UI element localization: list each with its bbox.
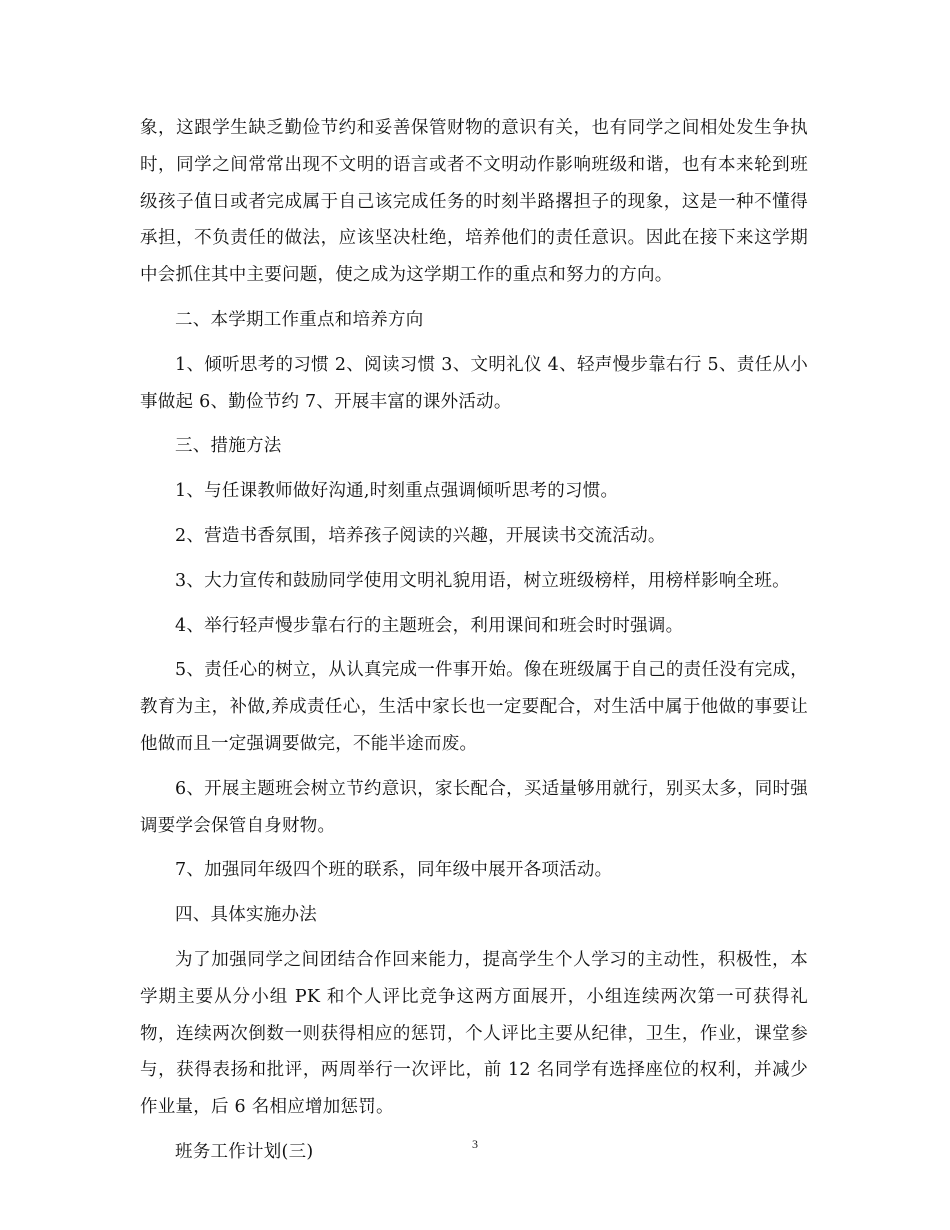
paragraph-focus-list: 1、倾听思考的习惯 2、阅读习惯 3、文明礼仪 4、轻声慢步靠右行 5、责任从小事做起 6、勤俭节约 7、开展丰富的课外活动。 [140, 354, 808, 412]
measure-item-3: 3、大力宣传和鼓励同学使用文明礼貌用语，树立班级榜样，用榜样影响全班。 [175, 570, 790, 591]
section-heading-implementation: 四、具体实施办法 [175, 905, 317, 926]
section-heading-plan-three: 班务工作计划(三) [175, 1141, 314, 1162]
measure-item-2: 2、营造书香氛围，培养孩子阅读的兴趣，开展读书交流活动。 [175, 525, 666, 546]
section-heading-measures: 三、措施方法 [175, 436, 282, 457]
paragraph-implementation: 为了加强同学之间团结合作回来能力，提高学生个人学习的主动性，积极性，本学期主要从分小组 PK 和个人评比竞争这两方面展开，小组连续两次第一可获得礼物，连续两次倒数一则获得相应的惩罚，个人评比主要从纪律，卫生，作业，课堂参与，获得表扬和批评，两周举行一次评比，前 12 名同学有选择座位的权利，并减少作业量，后 6 名相应增加惩罚。 [140, 949, 808, 1118]
page-number: 3 [472, 1137, 478, 1151]
paragraph-continuation: 象，这跟学生缺乏勤俭节约和妥善保管财物的意识有关，也有同学之间相处发生争执时，同学之间常常出现不文明的语言或者不文明动作影响班级和谐，也有本来轮到班级孩子值日或者完成属于自己该完成任务的时刻半路撂担子的现象，这是一种不懂得承担，不负责任的做法，应该坚决杜绝，培养他们的责任意识。因此在接下来这学期中会抓住其中主要问题，使之成为这学期工作的重点和努力的方向。 [140, 118, 808, 286]
measure-item-6: 6、开展主题班会树立节约意识，家长配合，买适量够用就行，别买太多，同时强调要学会保管自身财物。 [140, 778, 808, 836]
section-heading-focus: 二、本学期工作重点和培养方向 [175, 309, 424, 330]
document-body [140, 110, 808, 1179]
measure-item-1: 1、与任课教师做好沟通,时刻重点强调倾听思考的习惯。 [175, 481, 619, 502]
measure-item-5: 5、责任心的树立，从认真完成一件事开始。像在班级属于自己的责任没有完成，教育为主，补做,养成责任心，生活中家长也一定要配合，对生活中属于他做的事要让他做而且一定强调要做完，不能半途而废。 [140, 660, 808, 754]
measure-item-4: 4、举行轻声慢步靠右行的主题班会，利用课间和班会时时强调。 [175, 615, 684, 636]
measure-item-7: 7、加强同年级四个班的联系，同年级中展开各项活动。 [175, 860, 613, 881]
